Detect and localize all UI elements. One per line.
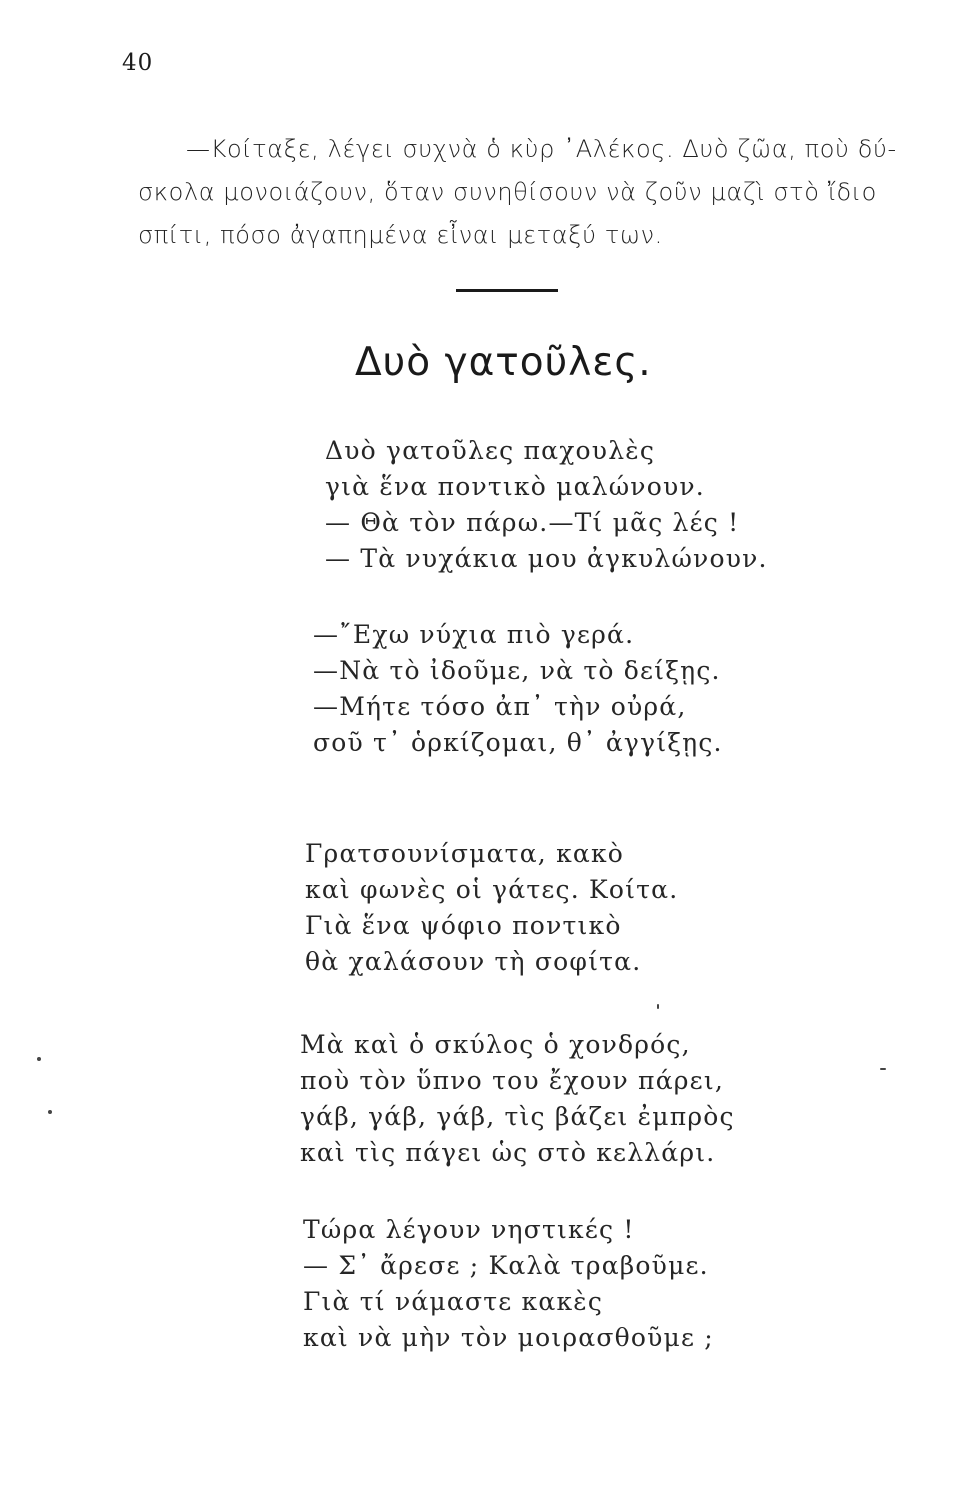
intro-line: σπίτι, πόσο ἀγαπημένα εἶναι μεταξύ των.: [138, 221, 663, 249]
verse-line: — Θὰ τὸν πάρω.—Τί μᾶς λές !: [325, 508, 740, 537]
verse-line: θὰ χαλάσουν τὴ σοφίτα.: [305, 947, 642, 976]
poem-stanza-5: [303, 1212, 714, 1356]
poem-stanza-1: [325, 433, 768, 577]
verse-line: σοῦ τ᾿ ὁρκίζομαι, θ᾿ ἀγγίξῃς.: [313, 728, 723, 757]
verse-line: γιὰ ἕνα ποντικὸ μαλώνουν.: [325, 472, 705, 501]
print-speck: [880, 1068, 886, 1070]
verse-line: καὶ φωνὲς οἱ γάτες. Κοίτα.: [305, 875, 679, 904]
verse-line: Γιὰ ἕνα ψόφιο ποντικὸ: [305, 911, 622, 940]
verse-line: —Νὰ τὸ ἰδοῦμε, νὰ τὸ δείξῃς.: [313, 656, 721, 685]
print-speck: [657, 1004, 659, 1009]
intro-paragraph: [138, 128, 908, 257]
poem-stanza-4: [300, 1027, 735, 1171]
intro-line: —Κοίταξε, λέγει συχνὰ ὁ κὺρ ᾿Αλέκος. Δυὸ ζῶα, ποὺ δύ-: [186, 135, 897, 163]
intro-line: σκολα μονοιάζουν, ὅταν συνηθίσουν νὰ ζοῦν μαζὶ στὸ ἴδιο: [138, 178, 877, 206]
verse-line: Γρατσουνίσματα, κακὸ: [305, 839, 625, 868]
verse-line: — Τὰ νυχάκια μου ἀγκυλώνουν.: [325, 544, 768, 573]
verse-line: γάβ, γάβ, γάβ, τὶς βάζει ἐμπρὸς: [300, 1102, 735, 1131]
print-speck: [48, 1110, 52, 1114]
verse-line: ποὺ τὸν ὕπνο του ἔχουν πάρει,: [300, 1066, 724, 1095]
verse-line: Γιὰ τί νάμαστε κακὲς: [303, 1287, 604, 1316]
verse-line: Τώρα λέγουν νηστικές !: [303, 1215, 635, 1244]
print-speck: [37, 1057, 41, 1061]
section-divider: [456, 289, 558, 292]
verse-line: —Μήτε τόσο ἀπ᾿ τὴν οὐρά,: [313, 692, 687, 721]
verse-line: Μὰ καὶ ὁ σκύλος ὁ χονδρός,: [300, 1030, 691, 1059]
poem-stanza-2: [313, 617, 723, 761]
poem-title: Δυὸ γατοῦλες.: [355, 340, 652, 385]
verse-line: καὶ τὶς πάγει ὡς στὸ κελλάρι.: [300, 1138, 716, 1167]
verse-line: καὶ νὰ μὴν τὸν μοιρασθοῦμε ;: [303, 1323, 714, 1352]
verse-line: —῎Εχω νύχια πιὸ γερά.: [313, 620, 635, 649]
verse-line: — Σ᾿ ἄρεσε ; Καλὰ τραβοῦμε.: [303, 1251, 709, 1280]
page-number: 40: [122, 50, 154, 76]
verse-line: Δυὸ γατοῦλες παχουλὲς: [325, 436, 656, 465]
poem-stanza-3: [305, 836, 678, 980]
